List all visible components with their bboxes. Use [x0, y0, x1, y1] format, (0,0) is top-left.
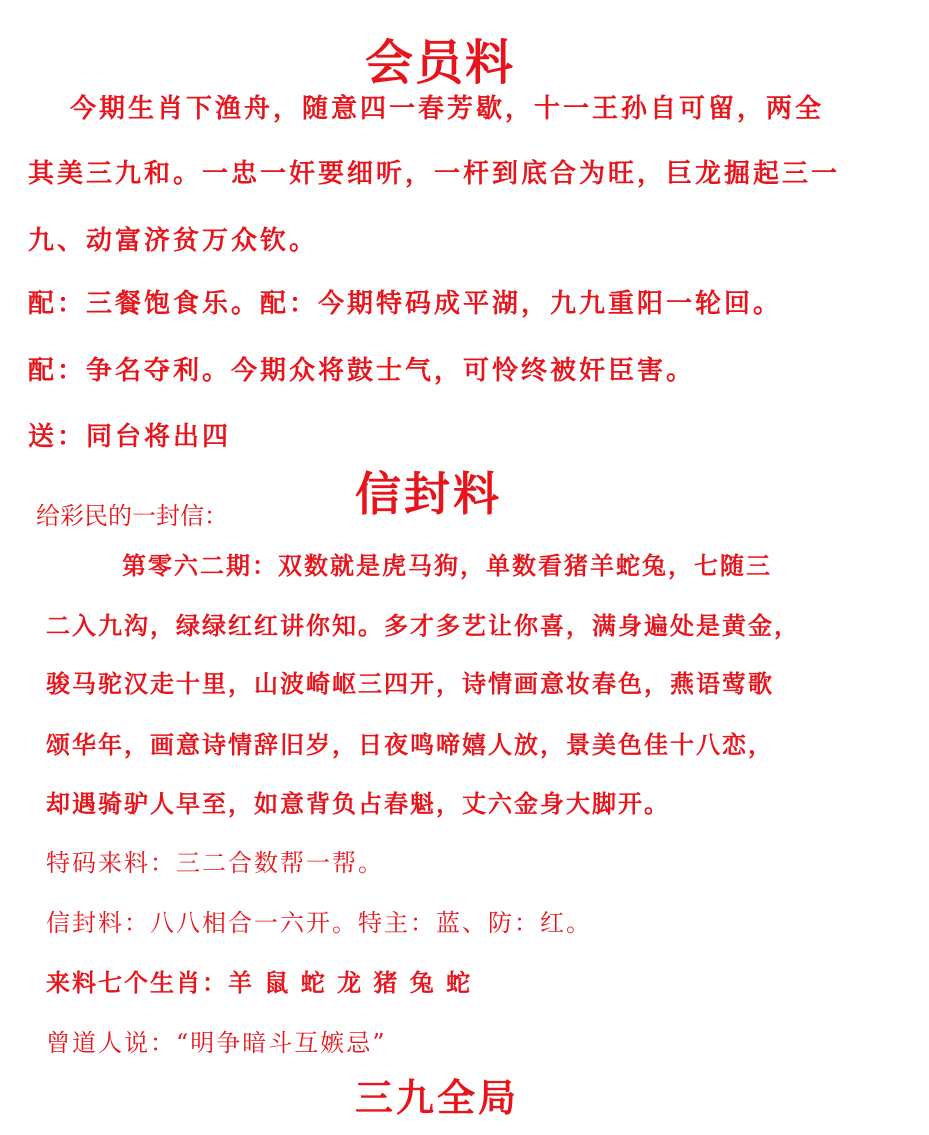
member-text-line: 九、动富济贫万众钦。 — [28, 226, 319, 256]
letter-text-line: 信封料：八八相合一六开。特主：蓝、防：红。 — [46, 909, 592, 937]
letter-intro: 给彩民的一封信： — [36, 502, 228, 530]
section-title-member: 会员料 — [365, 35, 516, 91]
letter-text-line: 颂华年，画意诗情辞旧岁，日夜鸣啼嬉人放，景美色佳十八恋， — [46, 730, 774, 759]
letter-text-line: 特码来料：三二合数帮一帮。 — [46, 849, 384, 877]
letter-text-line: 曾道人说：“明争暗斗互嫉忌” — [46, 1029, 387, 1057]
member-text-line: 配：三餐饱食乐。配：今期特码成平湖，九九重阳一轮回。 — [28, 289, 783, 319]
letter-text-line: 来料七个生肖：羊 鼠 蛇 龙 猪 兔 蛇 — [46, 968, 473, 997]
letter-text-line: 第零六二期：双数就是虎马狗，单数看猪羊蛇兔，七随三 — [122, 551, 772, 580]
letter-text-line: 骏马驼汉走十里，山波崎岖三四开，诗情画意妆春色，燕语莺歌 — [46, 669, 774, 698]
member-text-line: 其美三九和。一忠一奸要细听，一杆到底合为旺，巨龙掘起三一 — [28, 159, 841, 189]
member-text-line: 送：同台将出四 — [28, 422, 232, 452]
section-title-letter: 信封料 — [355, 467, 502, 521]
letter-text-line: 二入九沟，绿绿红红讲你知。多才多艺让你喜，满身遍处是黄金， — [46, 611, 800, 640]
member-text-line: 配：争名夺利。今期众将鼓士气，可怜终被奸臣害。 — [28, 356, 696, 386]
footer-title: 三九全局 — [355, 1075, 520, 1120]
member-text-line: 今期生肖下渔舟，随意四一春芳歇，十一王孙自可留，两全 — [70, 94, 825, 124]
letter-text-line: 却遇骑驴人早至，如意背负占春魁，丈六金身大脚开。 — [46, 789, 670, 818]
